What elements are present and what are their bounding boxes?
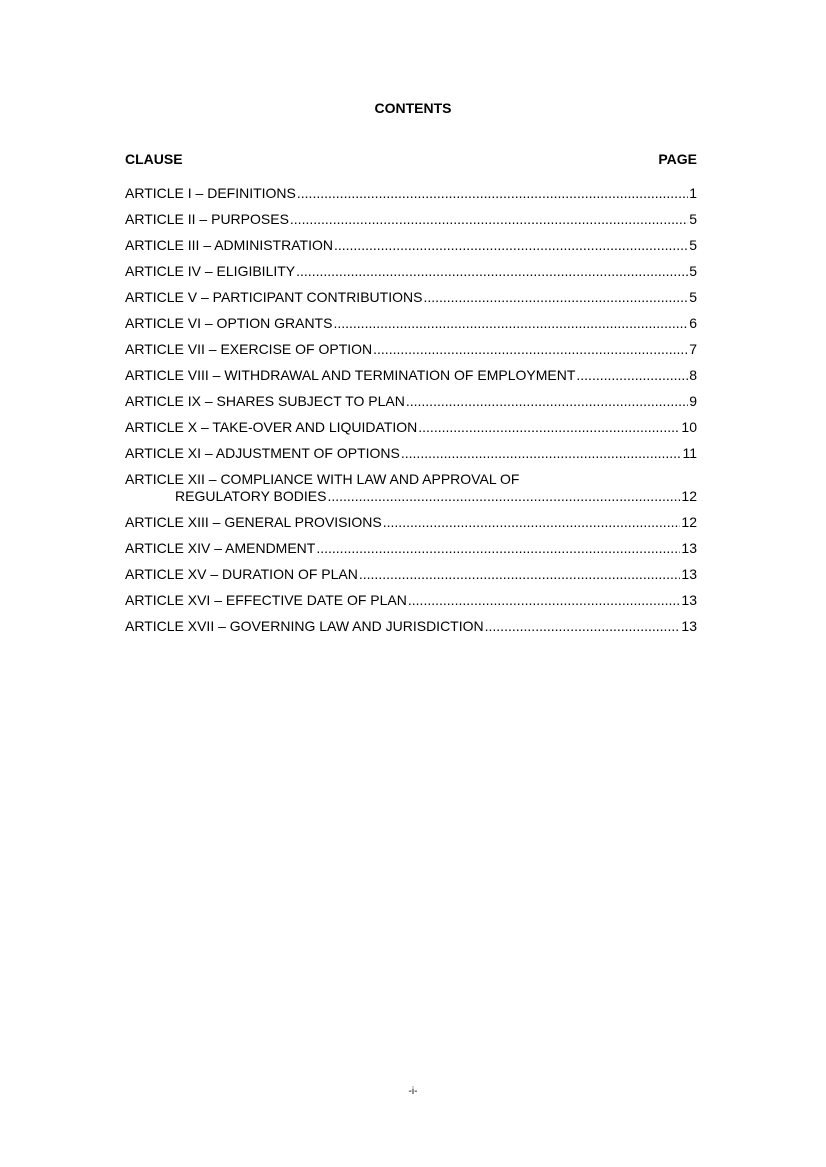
page-column-header: PAGE [658, 151, 697, 167]
dot-leader [290, 211, 688, 228]
toc-entry-page: 11 [682, 445, 697, 461]
toc-entry-title: ARTICLE XVI – EFFECTIVE DATE OF PLAN [125, 592, 407, 608]
toc-entry-title: ARTICLE XIII – GENERAL PROVISIONS [125, 514, 382, 530]
toc-entry-article-1[interactable] [125, 185, 697, 211]
toc-entry-title: ARTICLE XIV – AMENDMENT [125, 540, 316, 556]
toc-entry-title: ARTICLE IX – SHARES SUBJECT TO PLAN [125, 393, 405, 409]
toc-entry-title: ARTICLE XV – DURATION OF PLAN [125, 566, 358, 582]
toc-entry-page: 10 [681, 419, 697, 435]
toc-entry-article-16[interactable] [125, 592, 697, 618]
dot-leader [373, 341, 688, 358]
toc-entry-page: 5 [689, 211, 697, 227]
toc-entry-page: 13 [681, 540, 697, 556]
dot-leader [297, 185, 688, 202]
toc-entry-article-11[interactable] [125, 445, 697, 471]
toc-entry-title: ARTICLE X – TAKE-OVER AND LIQUIDATION [125, 419, 418, 435]
dot-leader [418, 419, 680, 436]
dot-leader [406, 393, 688, 410]
toc-entry-page: 12 [681, 514, 697, 530]
toc-entry-article-6[interactable] [125, 315, 697, 341]
page-title: CONTENTS [374, 100, 452, 116]
toc-entry-page: 6 [689, 315, 697, 331]
clause-column-header: CLAUSE [125, 151, 183, 167]
dot-leader [333, 315, 688, 332]
toc-entry-title: ARTICLE VII – EXERCISE OF OPTION [125, 341, 373, 357]
dot-leader [383, 514, 681, 531]
toc-entry-page: 13 [681, 592, 697, 608]
toc-entry-title: ARTICLE II – PURPOSES [125, 211, 289, 227]
toc-entry-page: 5 [689, 263, 697, 279]
toc-entry-first-line [125, 471, 697, 488]
toc-entry-article-15[interactable] [125, 566, 697, 592]
dot-leader [316, 540, 680, 557]
toc-entry-page: 13 [681, 618, 697, 634]
toc-entry-article-7[interactable] [125, 341, 697, 367]
dot-leader [423, 289, 688, 306]
dot-leader [327, 488, 680, 505]
toc-entry-article-12[interactable] [125, 471, 697, 506]
dot-leader [485, 618, 681, 635]
toc-entry-page: 5 [689, 237, 697, 253]
toc-entry-page: 7 [689, 341, 697, 357]
toc-entry-article-17[interactable] [125, 618, 697, 644]
toc-entry-article-3[interactable] [125, 237, 697, 263]
toc-entry-page: 8 [689, 367, 697, 383]
dot-leader [296, 263, 688, 280]
toc-entry-title: ARTICLE III – ADMINISTRATION [125, 237, 333, 253]
toc-entry-title: ARTICLE XI – ADJUSTMENT OF OPTIONS [125, 445, 400, 461]
toc-entry-article-2[interactable] [125, 211, 697, 237]
dot-leader [334, 237, 688, 254]
toc-entry-continuation-line [125, 488, 697, 505]
toc-entry-title: ARTICLE I – DEFINITIONS [125, 185, 296, 201]
toc-entry-page: 5 [689, 289, 697, 305]
toc-entry-page: 1 [689, 185, 697, 201]
toc-entry-title: ARTICLE V – PARTICIPANT CONTRIBUTIONS [125, 289, 423, 305]
toc-entry-article-5[interactable] [125, 289, 697, 315]
toc-entry-article-13[interactable] [125, 514, 697, 540]
dot-leader [576, 367, 688, 384]
toc-entry-title: ARTICLE XII – COMPLIANCE WITH LAW AND APPROVAL OF [125, 471, 520, 487]
dot-leader [359, 566, 681, 583]
toc-entry-title-continued: REGULATORY BODIES [175, 488, 327, 504]
toc-entry-article-10[interactable] [125, 419, 697, 445]
dot-leader [401, 445, 682, 462]
toc-entry-article-4[interactable] [125, 263, 697, 289]
dot-leader [408, 592, 681, 609]
toc-entry-title: ARTICLE VIII – WITHDRAWAL AND TERMINATION OF EMPLOYMENT [125, 367, 576, 383]
toc-entry-article-8[interactable] [125, 367, 697, 393]
toc-entry-page: 9 [689, 393, 697, 409]
toc-entry-article-14[interactable] [125, 540, 697, 566]
toc-entry-page: 12 [681, 488, 697, 504]
column-headers [125, 151, 697, 167]
page-number-footer: -i- [408, 1086, 418, 1097]
toc-entry-title: ARTICLE IV – ELIGIBILITY [125, 263, 296, 279]
toc-entry-title: ARTICLE VI – OPTION GRANTS [125, 315, 333, 331]
toc-entry-title: ARTICLE XVII – GOVERNING LAW AND JURISDICTION [125, 618, 484, 634]
toc-entry-article-9[interactable] [125, 393, 697, 419]
table-of-contents [125, 185, 697, 644]
toc-entry-page: 13 [681, 566, 697, 582]
